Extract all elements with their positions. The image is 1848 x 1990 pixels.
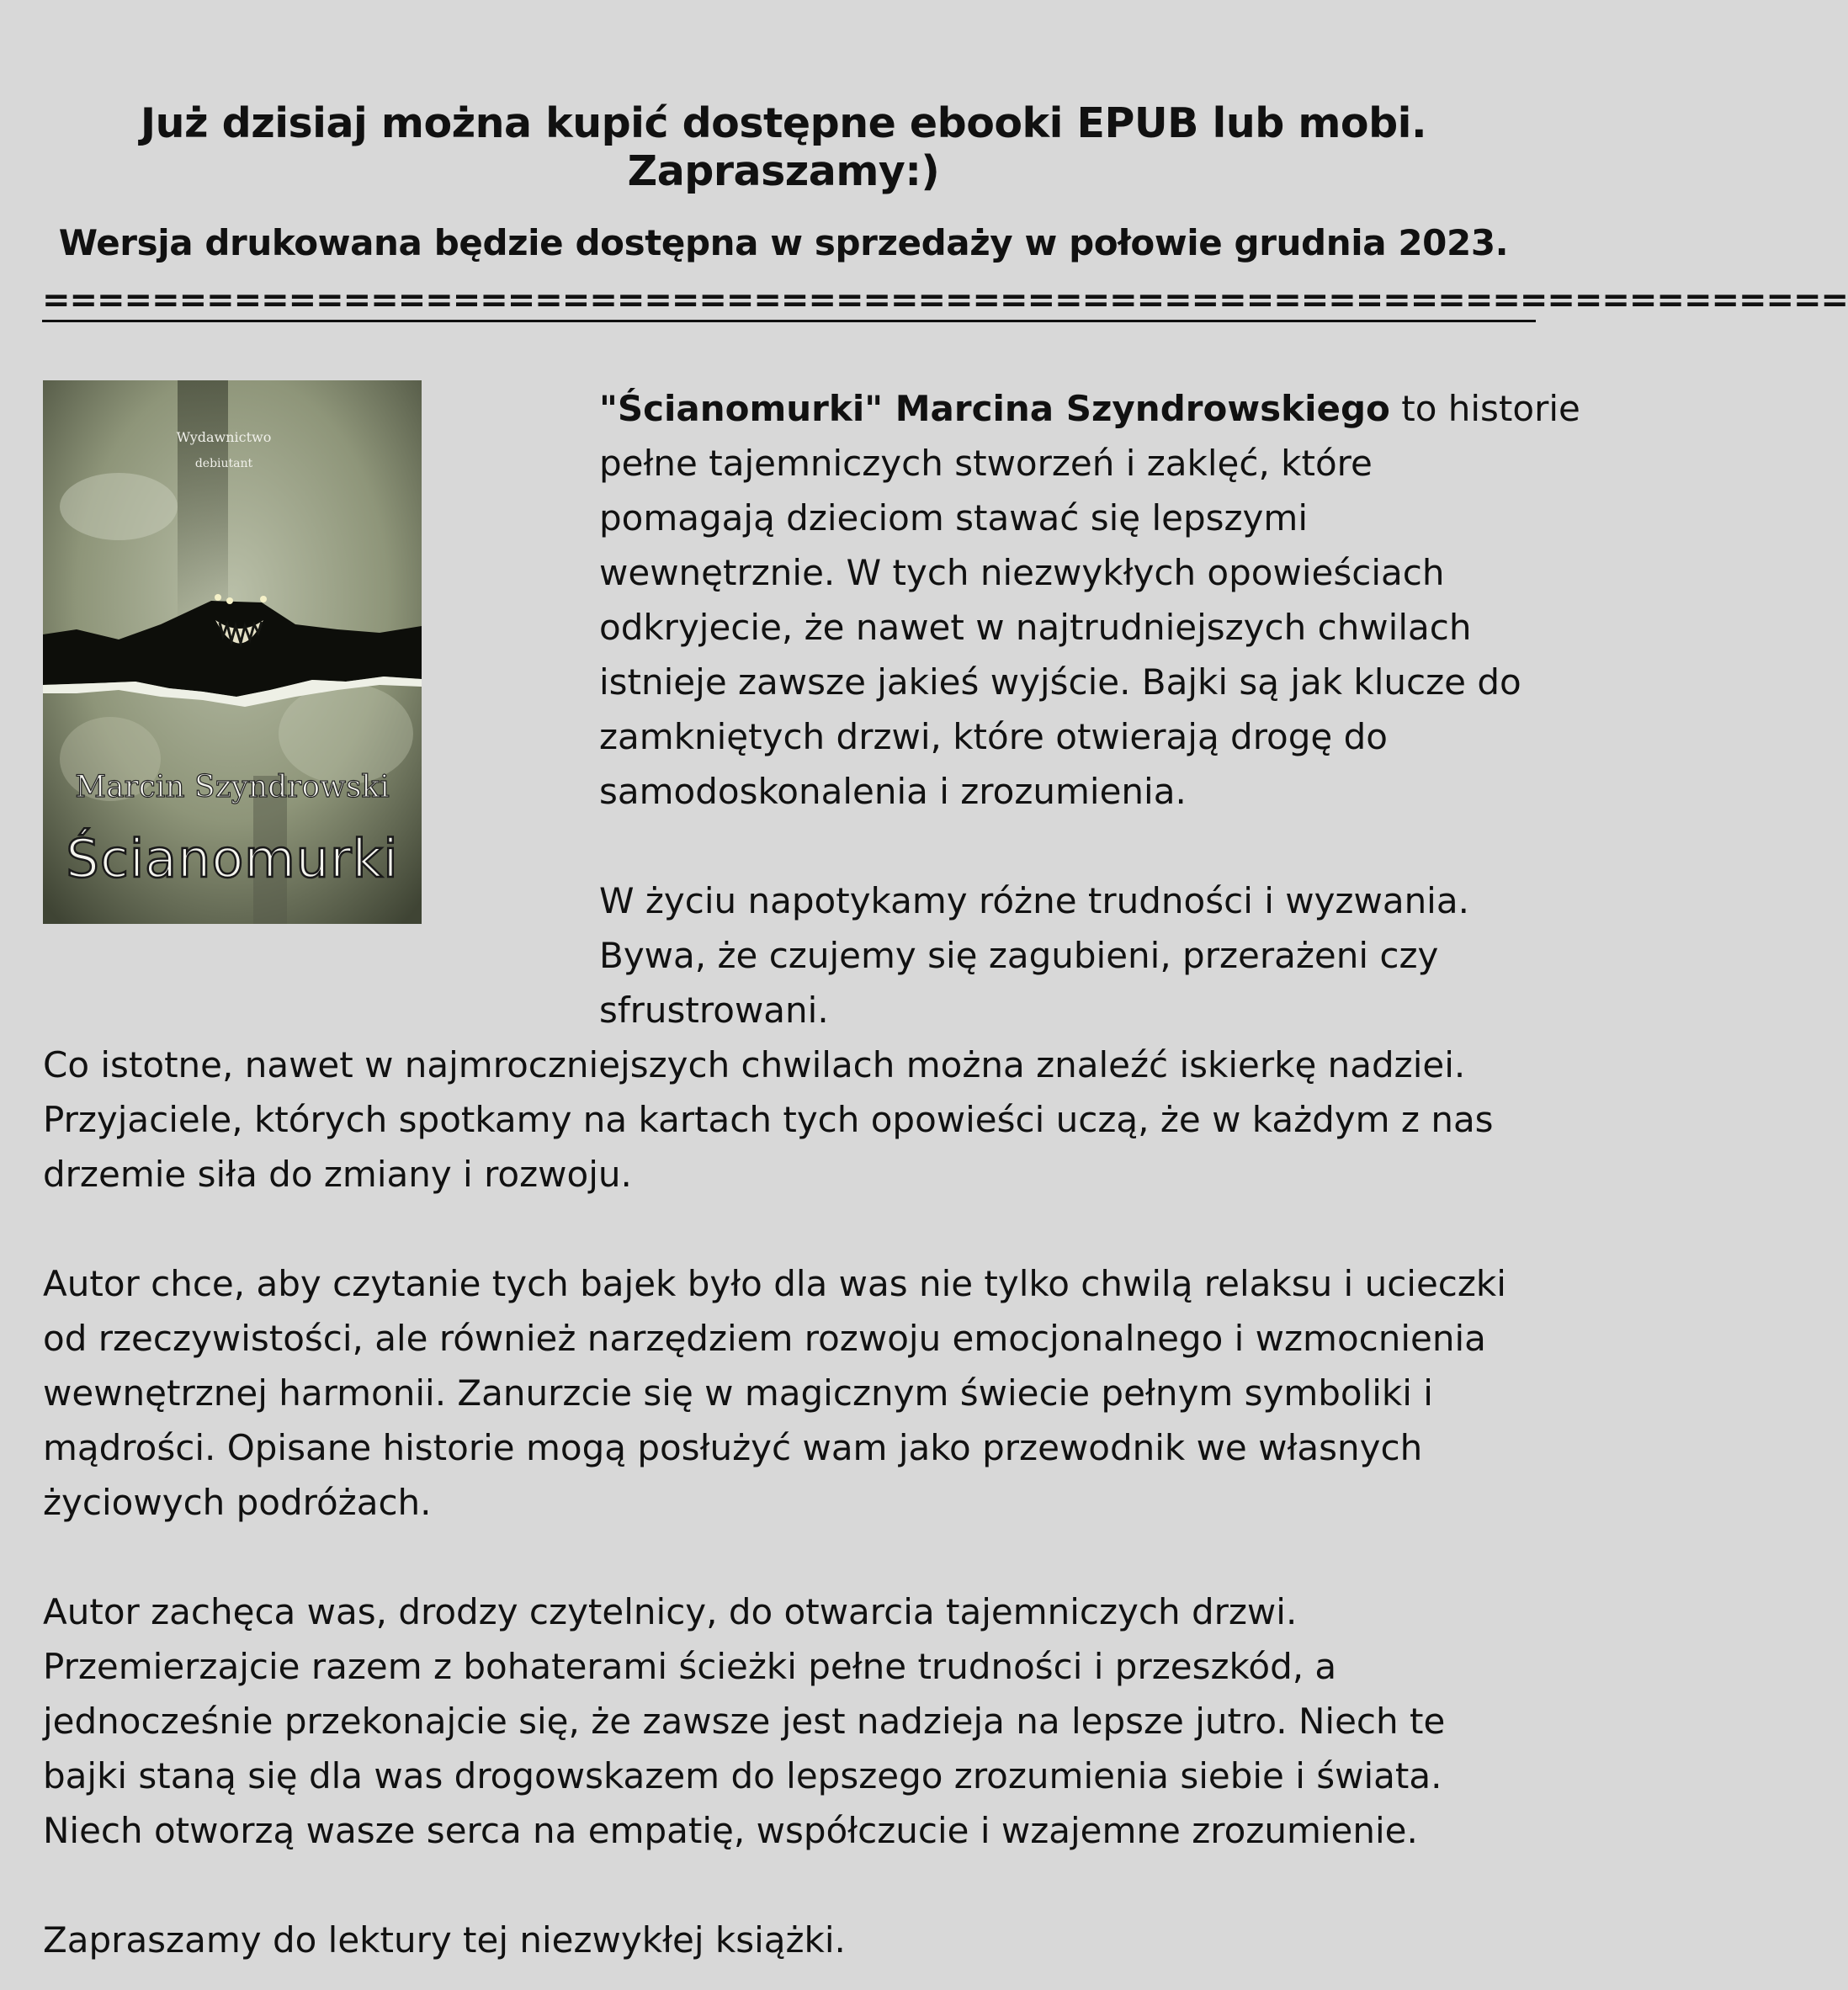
separator: ================================================================== bbox=[42, 281, 1848, 320]
intro-line: to historie bbox=[1389, 388, 1580, 429]
cover-title: Ścianomurki bbox=[66, 828, 399, 889]
paragraph-line: bajki staną się dla was drogowskazem do lepszego zrozumienia siebie i świata. bbox=[43, 1755, 1442, 1796]
paragraph-line: sfrustrowani. bbox=[599, 990, 829, 1031]
intro-line: pełne tajemniczych stworzeń i zaklęć, które bbox=[599, 443, 1373, 484]
separator-line bbox=[42, 320, 1536, 322]
intro-line: istnieje zawsze jakieś wyjście. Bajki są jak klucze do bbox=[599, 661, 1521, 703]
paragraph-line: drzemie siła do zmiany i rozwoju. bbox=[43, 1154, 632, 1195]
cover-publisher-1: Wydawnictwo bbox=[176, 429, 272, 445]
paragraph-line: Bywa, że czujemy się zagubieni, przerażeni czy bbox=[599, 935, 1439, 976]
paragraph-line: Przemierzajcie razem z bohaterami ścieżki pełne trudności i przeszkód, a bbox=[43, 1646, 1337, 1687]
intro-line: samodoskonalenia i zrozumienia. bbox=[599, 771, 1187, 812]
paragraph-line: Autor zachęca was, drodzy czytelnicy, do otwarcia tajemniczych drzwi. bbox=[43, 1591, 1298, 1632]
intro-line: odkryjecie, że nawet w najtrudniejszych chwilach bbox=[599, 607, 1472, 648]
intro-paragraph bbox=[599, 381, 1580, 819]
intro-bold-title: "Ścianomurki" Marcina Szyndrowskiego bbox=[599, 388, 1390, 429]
headline: Już dzisiaj można kupić dostępne ebooki EPUB lub mobi. Zapraszamy:) bbox=[140, 99, 1427, 195]
paragraph-line: Niech otworzą wasze serca na empatię, współczucie i wzajemne zrozumienie. bbox=[43, 1810, 1418, 1851]
paragraph-4 bbox=[43, 1256, 1549, 1530]
paragraph-line: wewnętrznej harmonii. Zanurzcie się w magicznym świecie pełnym symboliki i bbox=[43, 1372, 1433, 1414]
paragraph-line: od rzeczywistości, ale również narzędziem rozwoju emocjonalnego i wzmocnienia bbox=[43, 1318, 1486, 1359]
paragraph-line: Autor chce, aby czytanie tych bajek było dla was nie tylko chwilą relaksu i ucieczki bbox=[43, 1263, 1506, 1304]
paragraph-line: Zapraszamy do lektury tej niezwykłej książki. bbox=[43, 1919, 846, 1961]
paragraph-line: życiowych podróżach. bbox=[43, 1482, 432, 1523]
paragraph-5 bbox=[43, 1584, 1549, 1858]
paragraph-line: W życiu napotykamy różne trudności i wyzwania. bbox=[599, 880, 1469, 921]
intro-line: zamkniętych drzwi, które otwierają drogę do bbox=[599, 716, 1388, 757]
subheadline: Wersja drukowana będzie dostępna w sprzedaży w połowie grudnia 2023. bbox=[58, 222, 1509, 263]
paragraph-line: mądrości. Opisane historie mogą posłużyć wam jako przewodnik we własnych bbox=[43, 1427, 1423, 1468]
paragraph-line: jednocześnie przekonajcie się, że zawsze jest nadzieja na lepsze jutro. Niech te bbox=[43, 1701, 1446, 1742]
closing-paragraph bbox=[43, 1913, 1549, 1967]
intro-line: wewnętrznie. W tych niezwykłych opowieściach bbox=[599, 552, 1445, 593]
paragraph-2 bbox=[599, 873, 1546, 1037]
book-cover bbox=[43, 380, 422, 924]
intro-line: pomagają dzieciom stawać się lepszymi bbox=[599, 497, 1308, 539]
paragraph-line: Przyjaciele, których spotkamy na kartach tych opowieści uczą, że w każdym z nas bbox=[43, 1099, 1494, 1140]
cover-publisher-2: debiutant bbox=[194, 457, 253, 470]
paragraph-line: Co istotne, nawet w najmroczniejszych chwilach można znaleźć iskierkę nadziei. bbox=[43, 1044, 1466, 1085]
paragraph-3 bbox=[43, 1037, 1549, 1202]
cover-author: Marcin Szyndrowski bbox=[75, 770, 390, 804]
